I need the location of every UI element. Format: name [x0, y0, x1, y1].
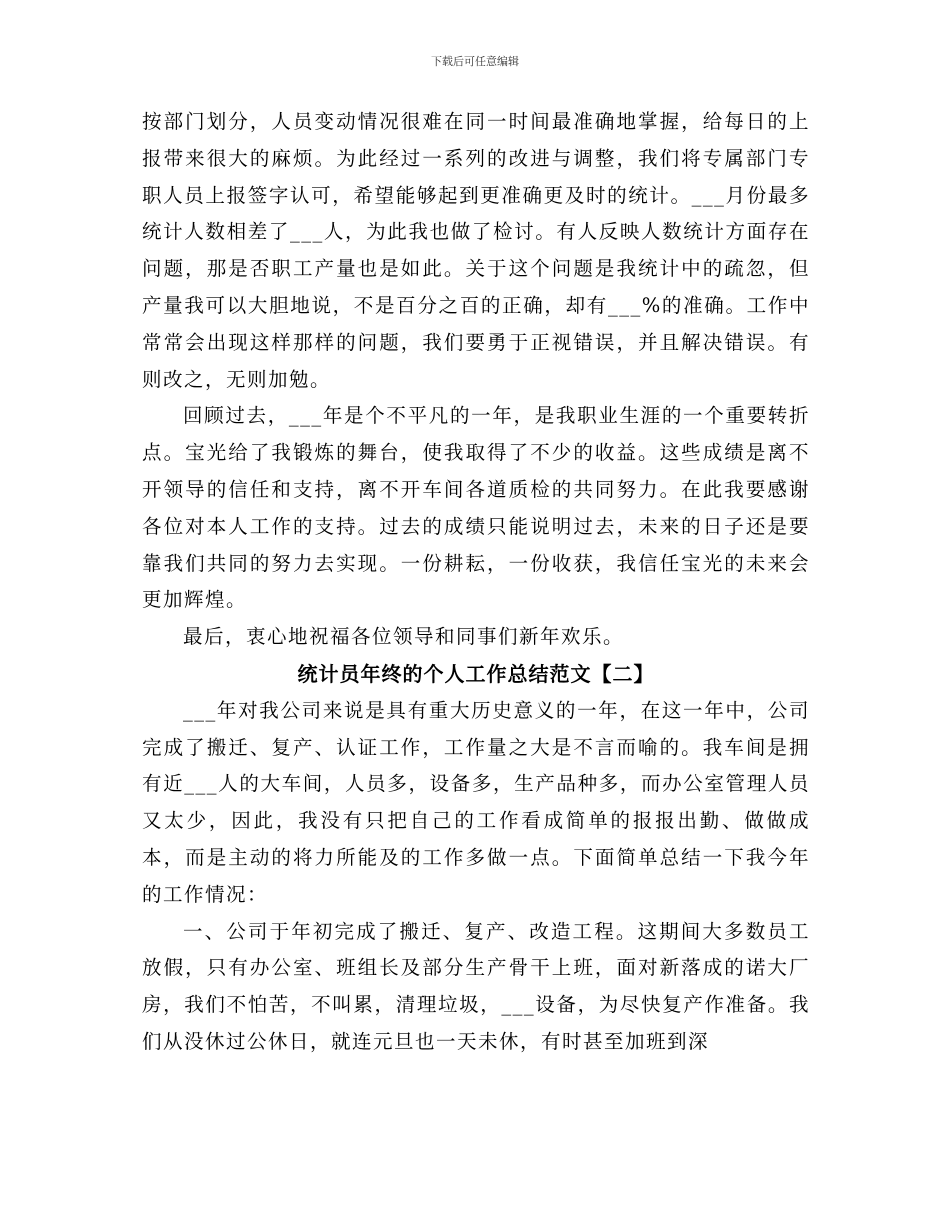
- paragraph: ___年对我公司来说是具有重大历史意义的一年，在这一年中，公司完成了搬迁、复产、认证工作，工作量之大是不言而喻的。我车间是拥有近___人的大车间，人员多，设备多，生产品种多，而办公室管理人员又太少，因此，我没有只把自己的工作看成简单的报报出勤、做做成本，而是主动的将力所能及的工作多做一点。下面简单总结一下我今年的工作情况：: [142, 698, 810, 906]
- paragraph: 按部门划分，人员变动情况很难在同一时间最准确地掌握，给每日的上报带来很大的麻烦。为此经过一系列的改进与调整，我们将专属部门专职人员上报签字认可，希望能够起到更准确更及时的统计。___月份最多统计人数相差了___人，为此我也做了检讨。有人反映人数统计方面存在问题，那是否职工产量也是如此。关于这个问题是我统计中的疏忽，但产量我可以大胆地说，不是百分之百的正确，却有___%的准确。工作中常常会出现这样那样的问题，我们要勇于正视错误，并且解决错误。有则改之，无则加勉。: [142, 110, 810, 391]
- paragraph: 一、公司于年初完成了搬迁、复产、改造工程。这期间大多数员工放假，只有办公室、班组长及部分生产骨干上班，面对新落成的诺大厂房，我们不怕苦，不叫累，清理垃圾，___设备，为尽快复产作准备。我们从没休过公休日，就连元旦也一天未休，有时甚至加班到深: [142, 919, 810, 1053]
- page-header: 下载后可任意编辑: [431, 55, 519, 68]
- section-title: 统计员年终的个人工作总结范文【二】: [297, 661, 655, 686]
- document-body: [142, 104, 810, 1061]
- paragraph: 最后，衷心地祝福各位领导和同事们新年欢乐。: [183, 625, 625, 649]
- paragraph: 回顾过去，___年是个不平凡的一年，是我职业生涯的一个重要转折点。宝光给了我锻炼的舞台，使我取得了不少的收益。这些成绩是离不开领导的信任和支持，离不开车间各道质检的共同努力。在此我要感谢各位对本人工作的支持。过去的成绩只能说明过去，未来的日子还是要靠我们共同的努力去实现。一份耕耘，一份收获，我信任宝光的未来会更加辉煌。: [142, 404, 810, 612]
